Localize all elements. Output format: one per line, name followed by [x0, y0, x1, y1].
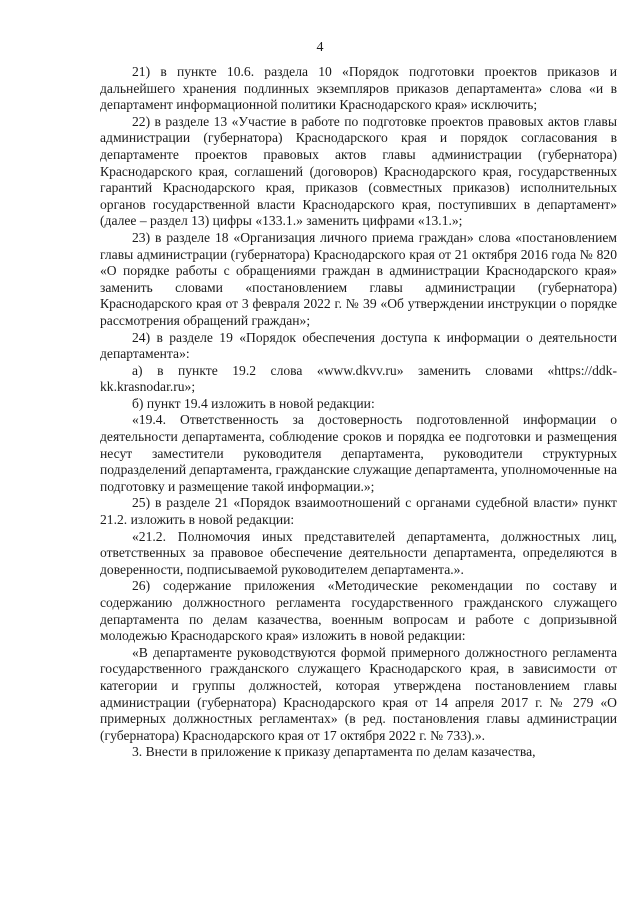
paragraph-appendix-quote: «В департаменте руководствуются формой примерного должностного регламента государственного гражданского служащего Краснодарского края, в зависимости от категории и группы должностей, которая утверждена постановлением главы администрации (губернатора) Краснодарского края от 14 апреля 2017 г. № 279 «О примерных должностных регламентах» (в ред. постановления главы администрации (губернатора) Краснодарского края от 17 октября 2022 г. № 733).».	[100, 644, 617, 743]
paragraph-21: 21) в пункте 10.6. раздела 10 «Порядок подготовки проектов приказов и дальнейшего хранения подлинных экземпляров приказов департамента» слова «и в департамент информационной политики Краснодарского края» исключить;	[100, 64, 617, 113]
paragraph-24b: б) пункт 19.4 изложить в новой редакции:	[132, 395, 375, 411]
paragraph-26: 26) содержание приложения «Методические рекомендации по составу и содержанию должностного регламента государственного гражданского служащего департамента по делам казачества, военным вопросам и работе с допризывной молодежью Краснодарского края» изложить в новой редакции:	[100, 578, 617, 644]
paragraph-22: 22) в разделе 13 «Участие в работе по подготовке проектов правовых актов главы администрации (губернатора) Краснодарского края и порядок согласования в департаменте проектов правовых актов главы администрации (губернатора) Краснодарского края, соглашений (договоров) Краснодарского края, государственных гарантий Краснодарского края, приказов (совместных приказов) исполнительных органов государственной власти Краснодарского края, поступивших в департамент» (далее – раздел 13) цифры «133.1.» заменить цифрами «13.1.»;	[100, 113, 617, 229]
paragraph-25: 25) в разделе 21 «Порядок взаимоотношений с органами судебной власти» пункт 21.2. изложить в новой редакции:	[100, 495, 617, 528]
paragraph-19-4-quote: «19.4. Ответственность за достоверность подготовленной информации о деятельности департамента, соблюдение сроков и порядка ее подготовки и размещения несут заместители руководителя департамента, руководители структурных подразделений департамента, гражданские служащие департамента, уполномоченные на подготовку и размещение такой информации.»;	[100, 412, 617, 494]
page-number: 4	[316, 40, 324, 55]
paragraph-3: 3. Внести в приложение к приказу департамента по делам казачества,	[132, 744, 536, 760]
paragraph-24a: а) в пункте 19.2 слова «www.dkvv.ru» заменить словами «https://ddk-kk.krasnodar.ru»;	[100, 362, 617, 395]
paragraph-21-2-quote: «21.2. Полномочия иных представителей департамента, должностных лиц, ответственных за правовое обеспечение деятельности департамента, определяются в доверенности, подписываемой руководителем департамента.».	[100, 528, 617, 577]
document-body	[100, 64, 617, 761]
paragraph-24: 24) в разделе 19 «Порядок обеспечения доступа к информации о деятельности департамента»:	[100, 329, 617, 362]
paragraph-23: 23) в разделе 18 «Организация личного приема граждан» слова «постановлением главы администрации (губернатора) Краснодарского края от 21 октября 2016 года № 820 «О порядке работы с обращениями граждан в администрации Краснодарского края» заменить словами «постановлением главы администрации (губернатора) Краснодарского края от 3 февраля 2022 г. № 39 «Об утверждении инструкции о порядке рассмотрения обращений граждан»;	[100, 229, 617, 328]
